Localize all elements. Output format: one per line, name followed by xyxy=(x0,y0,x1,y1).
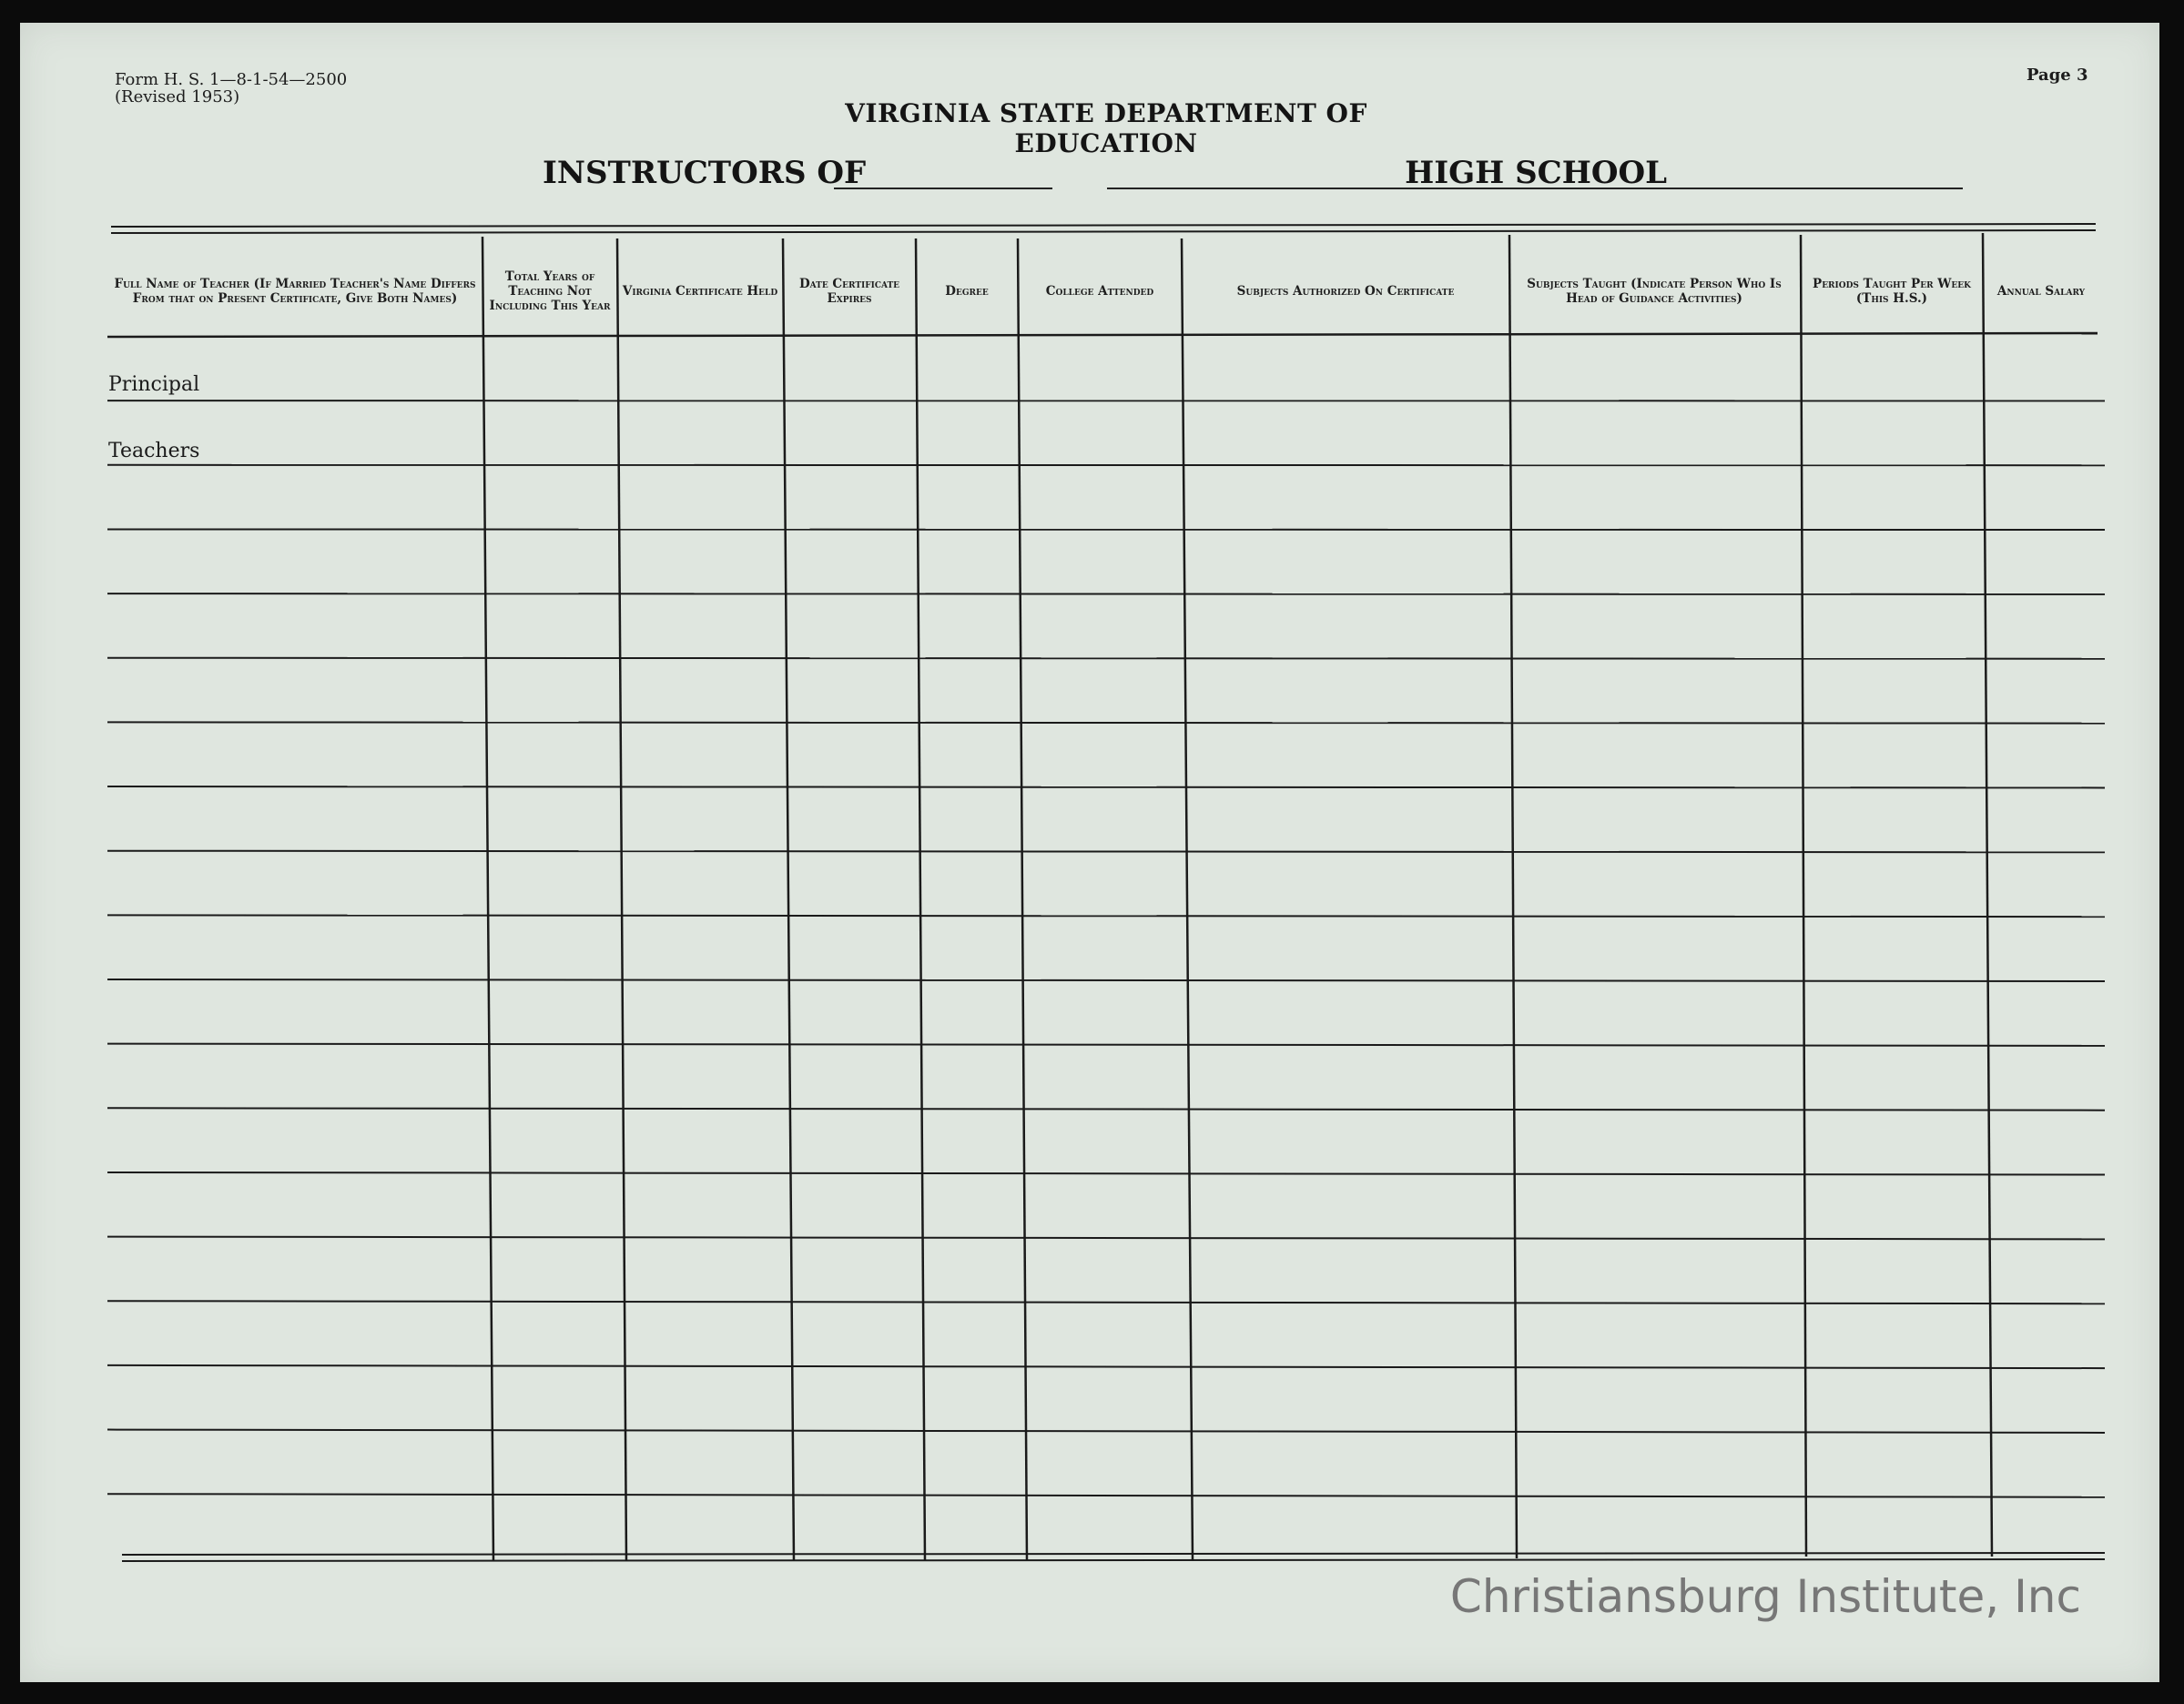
row-rule xyxy=(107,786,2105,787)
form-id-line-2: (Revised 1953) xyxy=(115,87,240,106)
row-rule xyxy=(107,529,2105,530)
row-rule xyxy=(107,658,2105,659)
column-divider xyxy=(916,238,925,1561)
header-college-attended: College Attended xyxy=(1045,284,1154,299)
header-subjects-authorized: Subjects Authorized On Certificate xyxy=(1236,284,1455,299)
header-subjects-taught: Subjects Taught (Indicate Person Who Is Head of Guidance Activities) xyxy=(1527,277,1782,306)
header-periods-per-week: Periods Taught Per Week (This H.S.) xyxy=(1813,277,1971,306)
row-rule xyxy=(107,851,2105,853)
column-divider xyxy=(783,238,794,1561)
column-divider xyxy=(1018,238,1027,1561)
column-divider xyxy=(1509,235,1517,1558)
title-prefix: INSTRUCTORS OF xyxy=(543,155,867,191)
header-full-name: Full Name of Teacher (If Married Teacher's Name Differs From that on Present Certificate, Give Both Names) xyxy=(114,277,476,306)
top-rule-2 xyxy=(111,230,2096,233)
form-id-line-1: Form H. S. 1—8-1-54—2500 xyxy=(115,70,348,89)
column-divider xyxy=(617,238,626,1561)
row-rule xyxy=(107,722,2105,723)
bottom-rule-1 xyxy=(122,1553,2105,1555)
row-rule xyxy=(107,979,2105,981)
header-bottom-rule xyxy=(107,333,2098,337)
header-degree: Degree xyxy=(945,284,989,299)
page-number: Page 3 xyxy=(2027,66,2088,85)
header-date-expires: Date Certificate Expires xyxy=(798,277,900,306)
header-total-years: Total Years of Teaching Not Including This Year xyxy=(489,269,611,313)
column-divider xyxy=(1983,233,1992,1557)
row-rule xyxy=(107,593,2105,594)
row-label-teachers: Teachers xyxy=(108,440,200,462)
row-label-principal: Principal xyxy=(108,373,200,396)
column-divider xyxy=(483,237,493,1561)
header-virginia-certificate: Virginia Certificate Held xyxy=(622,284,778,299)
watermark: Christiansburg Institute, Inc xyxy=(1449,1570,2081,1623)
title-suffix: HIGH SCHOOL xyxy=(1405,155,1667,191)
column-divider xyxy=(1801,235,1806,1557)
department-heading: VIRGINIA STATE DEPARTMENT OF EDUCATION xyxy=(845,98,1367,158)
header-annual-salary: Annual Salary xyxy=(1996,284,2086,299)
bottom-rule-2 xyxy=(122,1559,2105,1561)
column-divider xyxy=(1182,238,1193,1561)
row-rule xyxy=(107,915,2105,917)
top-rule-1 xyxy=(111,224,2096,227)
